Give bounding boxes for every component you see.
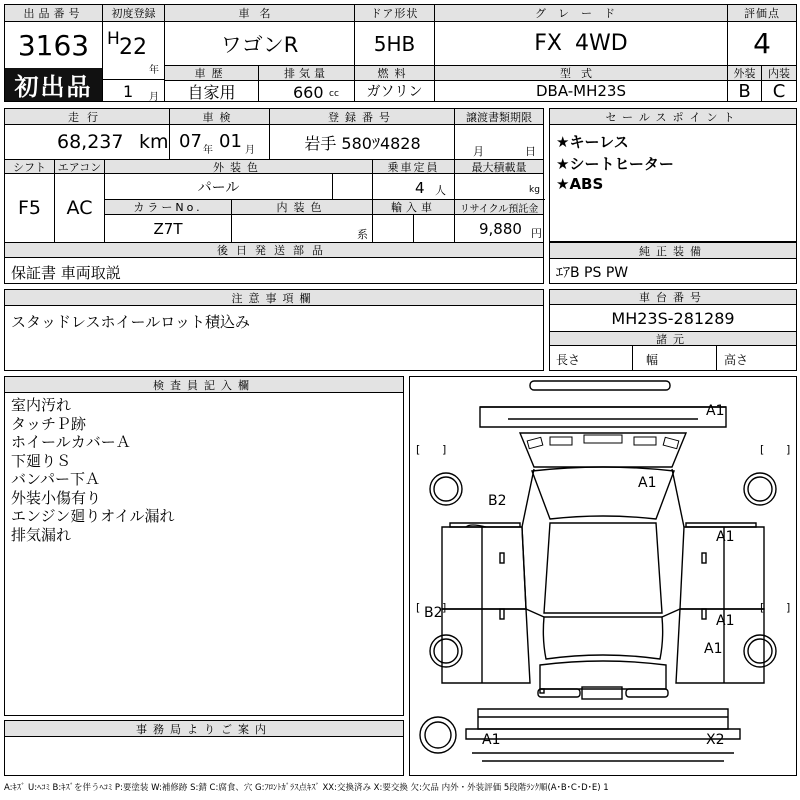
chassis-label: 車台番号 [550,290,796,305]
inspection-month-unit: 月 [245,145,255,156]
door-label: ドア形状 [355,5,434,22]
recycle-unit: 円 [531,227,542,240]
era-letter: H [107,29,120,49]
damage-mark: A1 [704,641,723,657]
reg-no-value: 岩手 580ﾂ4828 [304,134,421,153]
recycle-value: 9,880 [479,220,522,238]
interior-grade: C [772,80,786,102]
height-label: 高さ [724,353,749,367]
selling-points-panel [549,108,797,242]
car-outline-svg [410,377,796,775]
office-panel [4,720,404,776]
damage-mark: B2 [488,493,507,509]
chassis-panel [549,289,797,371]
ac-value: AC [55,174,105,242]
score-label: 評価点 [728,5,796,22]
length-label: 長さ [556,353,581,367]
history-label: 車歴 [165,66,259,81]
color-no-value: Z7T [105,215,232,242]
exterior-grade: B [728,81,762,101]
inspector-note: ホイールカバーＡ [11,433,131,451]
reg-no-label: 登録番号 [270,109,455,125]
inspection-year-unit: 年 [203,145,213,156]
vehicle-header-panel [4,4,797,102]
fuel-value: ガソリン [366,84,423,100]
lot-number: 3163 [17,28,90,62]
inspection-month: 01 [219,131,242,152]
shift-value: F5 [5,174,55,242]
equipment-panel [549,242,797,284]
inspector-label: 検査員記入欄 [5,377,403,393]
door-value: 5HB [373,31,416,56]
first-registration-label: 初度登録 [103,5,164,22]
inspector-note: 排気漏れ [11,525,72,544]
damage-mark: X2 [706,732,725,748]
inspection-label: 車検 [170,109,270,125]
legend-text: A:ｷｽﾞ U:ﾍｺﾐ B:ｷｽﾞを伴うﾍｺﾐ P:要塗装 W:補修跡 S:錆 C:腐食、穴 G:ﾌﾛﾝﾄｶﾞﾗｽ点ｷｽﾞ XX:交換済み X:要交換 欠:欠品 内外・外装評価 5段階ﾗﾝｸ順(A･B･C･D･E) 1 [4,783,609,793]
color-no-label: カラーNo. [105,200,232,215]
transfer-label: 譲渡書類期限 [455,109,543,125]
mileage-label: 走行 [5,109,170,125]
caution-panel [4,289,544,371]
fuel-label: 燃料 [355,66,434,81]
bracket-marker: [ [760,443,765,456]
later-parts-label: 後日発送部品 [5,243,543,258]
width-label: 幅 [646,353,659,367]
seats-value: 4 [415,179,425,197]
office-label: 事務局よりご案内 [5,721,403,737]
color-label: 外装色 [105,160,373,174]
interior-color-label: 内装色 [232,200,373,215]
car-name-label: 車名 [165,5,354,22]
grade-value: FX 4WD [534,31,628,56]
inspector-note: エンジン廻りオイル漏れ [11,507,175,525]
inspector-note: 室内汚れ [11,396,72,414]
damage-mark: B2 [424,605,443,621]
load-label: 最大積載量 [455,160,543,174]
grade-section [435,5,728,101]
bracket-marker: [ [760,601,765,614]
interior-color-suffix: 系 [357,228,368,241]
import-label: 輸入車 [373,200,455,215]
seats-unit: 人 [435,184,446,197]
lot-number-label: 出品番号 [5,5,102,22]
displacement-value: 660 [293,83,324,102]
displacement-label: 排気量 [259,66,354,81]
selling-point-item: ★キーレス [556,133,629,151]
registration-month: 1 [123,82,134,101]
first-listing-badge: 初出品 [5,68,102,101]
month-unit: 月 [149,92,159,103]
model-value: DBA-MH23S [535,82,626,100]
color-value: パール [105,174,333,199]
damage-mark: A1 [716,613,735,629]
selling-point-item: ★シートヒーター [556,155,674,173]
history-value: 自家用 [165,81,259,101]
model-label: 型式 [435,66,727,81]
later-parts-value: 保証書 車両取説 [11,264,121,282]
car-name-section [165,5,355,101]
equipment-value: ｴｱB PS PW [556,265,629,281]
spec-label: 諸元 [550,332,796,346]
caution-value: スタッドレスホイールロット積込み [11,313,250,331]
inspector-note: 外装小傷有り [11,488,102,507]
exterior-label: 外装 [728,66,762,81]
inspection-year: 07 [179,131,202,152]
bracket-marker: ] [786,601,791,614]
mileage-value: 68,237 [57,131,124,153]
load-unit: kg [529,185,540,195]
transfer-month-unit: 月 [473,145,484,158]
door-section [355,5,435,101]
damage-mark: A1 [482,732,501,748]
year-unit: 年 [149,65,159,76]
caution-label: 注意事項欄 [5,290,543,306]
equipment-label: 純正装備 [550,243,796,259]
selling-point-item: ★ABS [556,175,604,193]
inspector-notes [11,396,175,544]
ac-label: エアコン [55,160,105,174]
score-value: 4 [753,27,771,60]
car-name: ワゴンR [220,32,299,57]
details-panel [4,108,544,284]
bracket-marker: ] [442,443,447,456]
transfer-day-unit: 日 [525,145,536,158]
inspector-note: 下廻りＳ [11,451,72,470]
inspector-note: バンパー下Ａ [11,470,100,488]
score-section [728,5,796,101]
bracket-marker: ] [442,601,447,614]
bracket-marker: [ [416,601,421,614]
damage-mark: A1 [716,529,735,545]
selling-points-label: セールスポイント [550,109,796,125]
inspector-panel [4,376,404,716]
seats-label: 乗車定員 [373,160,455,174]
car-damage-diagram [409,376,797,776]
damage-mark: A1 [706,403,725,419]
shift-label: シフト [5,160,55,174]
registration-year: 22 [119,35,147,60]
bracket-marker: [ [416,443,421,456]
chassis-number: MH23S-281289 [550,305,796,332]
inspector-note: タッチＰ跡 [11,414,87,433]
lot-number-section [5,5,103,101]
grade-label: グレード [435,5,727,22]
displacement-unit: cc [329,89,339,99]
bracket-marker: ] [786,443,791,456]
recycle-label: リサイクル預託金 [455,200,543,215]
mileage-unit: km [139,131,169,153]
damage-mark: A1 [638,475,657,491]
interior-label: 内装 [762,66,796,81]
first-registration-section [103,5,165,101]
